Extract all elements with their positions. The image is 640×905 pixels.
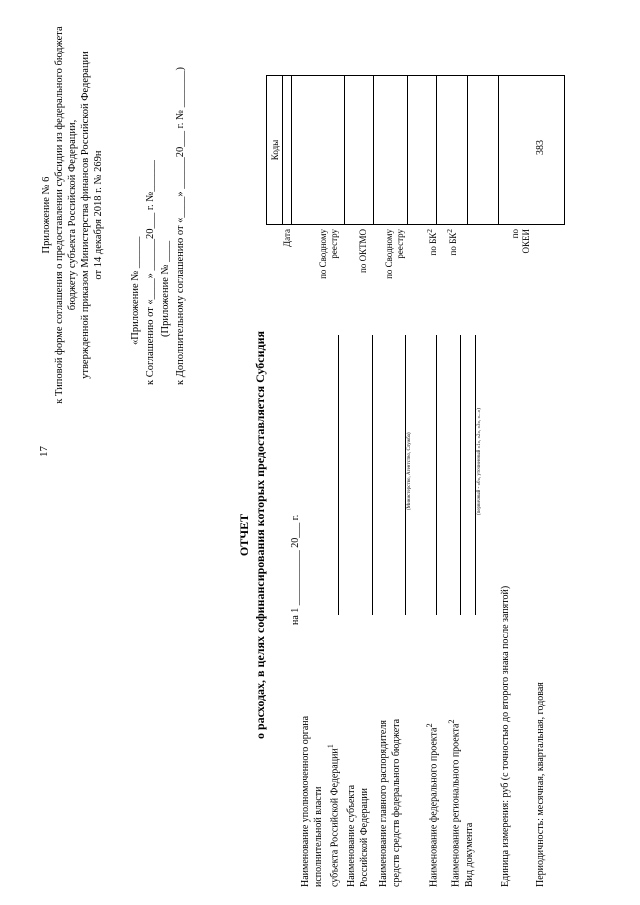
field-regional-project-code-label: по $БК^2$ — [445, 229, 458, 256]
field-doc-type-label: Вид документа — [464, 822, 475, 887]
codes-row-divider — [407, 76, 408, 224]
codes-row-divider — [436, 76, 437, 224]
report-subtitle: о расходах, в целях софинансирования которых предоставляется Субсидия — [253, 330, 267, 740]
field-federal-project-line[interactable] — [436, 335, 437, 615]
periodicity: Периодичность: месячная, квартальная, годовая — [535, 682, 546, 887]
field-doc-type-line[interactable] — [475, 335, 476, 615]
report-date-line: на 1 ___________ 20___ г. — [290, 514, 301, 625]
codes-row-divider — [498, 76, 499, 224]
appendix-title: Приложение № 6 — [41, 176, 52, 254]
prilozhenie-line-1: «Приложение № ______ — [130, 236, 141, 345]
field-subject-label: Наименование субъекта Российской Федерации — [346, 784, 370, 887]
prilozhenie-block — [128, 55, 188, 385]
appendix-line: бюджету субъекта Российской Федерации, — [67, 119, 78, 311]
okei-value: 383 — [535, 140, 546, 155]
field-subject-line[interactable] — [372, 335, 373, 615]
field-regional-project-line[interactable] — [460, 335, 461, 615]
field-federal-project-label: Наименование федерального проекта$^2$ — [425, 723, 440, 887]
field-authority-line[interactable] — [338, 335, 339, 615]
unit-of-measure: Единица измерения: руб (с точностью до второго знака после запятой) — [500, 585, 511, 887]
report-title: ОТЧЕТ — [237, 513, 251, 557]
field-main-manager-line[interactable] — [405, 335, 406, 615]
codes-header: Коды — [266, 75, 282, 225]
codes-row-divider — [344, 76, 345, 224]
codes-row-divider — [291, 76, 292, 224]
appendix-line: к Типовой форме соглашения о предоставлении субсидии из федерального бюджета — [54, 26, 65, 404]
okei-label: по ОКЕИ — [510, 229, 531, 254]
field-authority-label: Наименование уполномоченного органа исполнительной власти субъекта Российской Федерации$^1$ — [300, 715, 341, 887]
prilozhenie-line-4: к Дополнительному соглашению от «____» ______20___ г. № _______) — [175, 67, 186, 385]
prilozhenie-line-3: (Приложение № ____ — [160, 240, 171, 337]
codes-date-label: Дата — [282, 229, 292, 247]
codes-row-divider — [373, 76, 374, 224]
field-regional-project-label: Наименование регионального проекта$^2$ — [447, 719, 462, 887]
field-subject-code-label: по ОКТМО — [358, 229, 368, 273]
field-authority-code-label: по Сводному реестру — [318, 229, 339, 279]
codes-table — [282, 75, 565, 225]
field-main-manager-hint: (Министерство, Агентство, Служба) — [407, 432, 412, 510]
page-number: 17 — [38, 446, 50, 457]
report-title-block — [236, 235, 268, 835]
field-main-manager-label: Наименование главного распорядителя средств средств федерального бюджета — [378, 718, 402, 887]
field-federal-project-code-label: по $БК^2$ — [425, 229, 438, 256]
appendix-line: утвержденной приказом Министерства финансов Российской Федерации — [80, 51, 91, 379]
prilozhenie-line-2: к Соглашению от «____» ______20___ г. №______ — [145, 160, 156, 385]
codes-row-divider — [467, 76, 468, 224]
field-doc-type-hint: (первичный - «0», уточненный «1», «2», «3», «...») — [477, 408, 482, 515]
appendix-line: от 14 декабря 2018 г. № 269н — [93, 150, 104, 280]
appendix-block — [40, 25, 105, 405]
field-main-manager-code-label: по Сводному реестру — [384, 229, 405, 279]
